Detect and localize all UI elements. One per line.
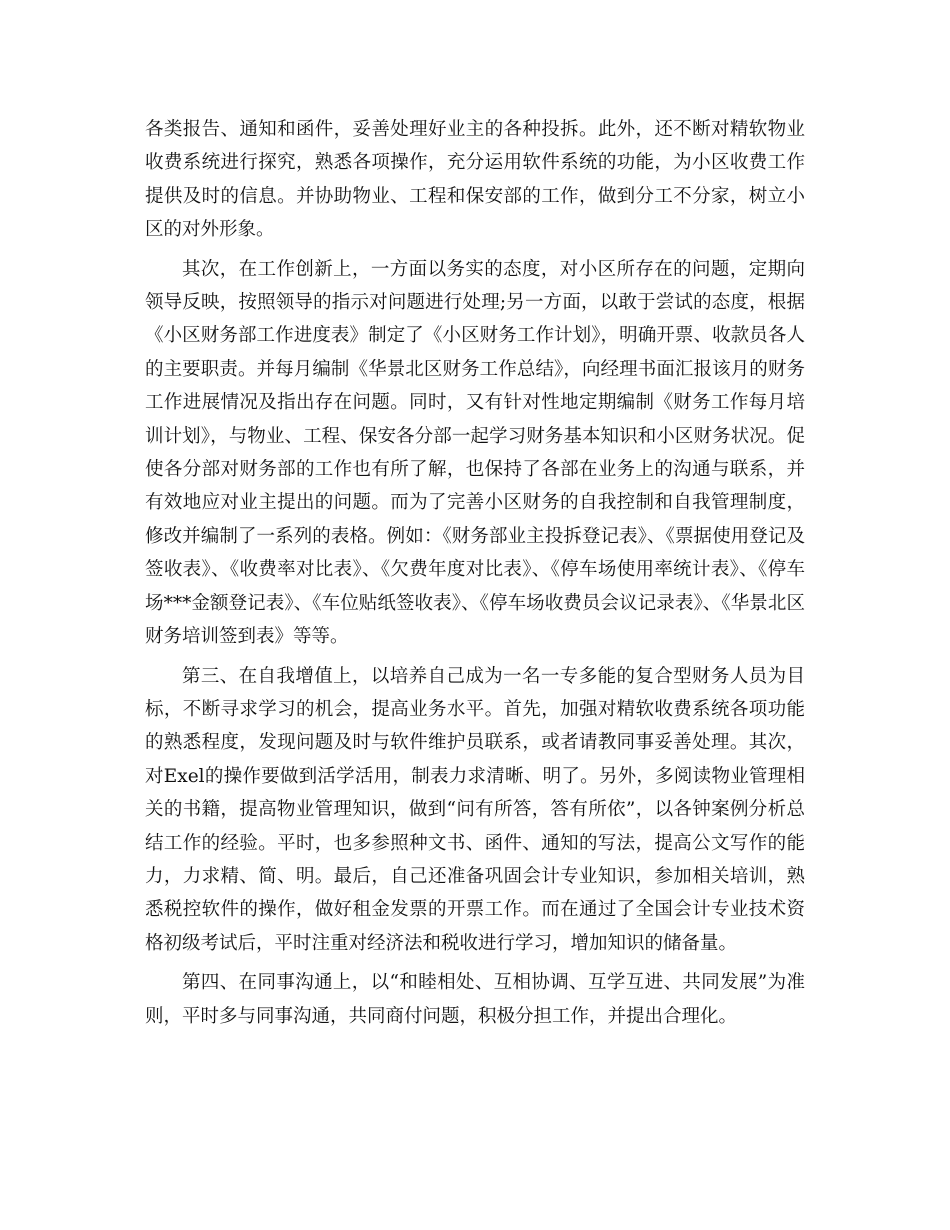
paragraph-continuation: 各类报告、通知和函件，妥善处理好业主的各种投拆。此外，还不断对精软物业收费系统进行探究，熟悉各项操作，充分运用软件系统的功能，为小区收费工作提供及时的信息。并协助物业、工程和保安部的工作，做到分工不分家，树立小区的对外形象。: [145, 119, 805, 241]
document-body: [145, 113, 805, 1039]
paragraph-colleague-communication: 第四、在同事沟通上，以“和睦相处、互相协调、互学互进、共同发展”为准则，平时多与同事沟通，共同商付问题，积极分担工作，并提出合理化。: [145, 972, 805, 1027]
paragraph-work-innovation: 其次，在工作创新上，一方面以务实的态度，对小区所存在的问题，定期向领导反映，按照领导的指示对问题进行处理;另一方面，以敢于尝试的态度，根据《小区财务部工作进度表》制定了《小区财务工作计划》，明确开票、收款员各人的主要职责。并每月编制《华景北区财务工作总结》，向经理书面汇报该月的财务工作进展情况及指出存在问题。同时，又有针对性地定期编制《财务工作每月培训计划》，与物业、工程、保安各分部一起学习财务基本知识和小区财务状况。促使各分部对财务部的工作也有所了解，也保持了各部在业务上的沟通与联系，并有效地应对业主提出的问题。而为了完善小区财务的自我控制和自我管理制度，修改并编制了一系列的表格。例如：《财务部业主投拆登记表》、《票据使用登记及签收表》、《收费率对比表》、《欠费年度对比表》、《停车场使用率统计表》、《停车场***金额登记表》、《车位贴纸签收表》、《停车场收费员会议记录表》、《华景北区财务培训签到表》等等。: [145, 258, 805, 648]
paragraph-self-improvement: 第三、在自我增值上，以培养自己成为一名一专多能的复合型财务人员为目标，不断寻求学习的机会，提高业务水平。首先，加强对精软收费系统各项功能的熟悉程度，发现问题及时与软件维护员联系，或者请教同事妥善处理。其次，对Exel的操作要做到活学活用，制表力求清晰、明了。另外，多阅读物业管理相关的书籍，提高物业管理知识，做到“问有所答，答有所依”，以各钟案例分析总结工作的经验。平时，也多参照种文书、函件、通知的写法，提高公文写作的能力，力求精、简、明。最后，自己还准备巩固会计专业知识，参加相关培训，熟悉税控软件的操作，做好租金发票的开票工作。而在通过了全国会计专业技术资格初级考试后，平时注重对经济法和税收进行学习，增加知识的储备量。: [145, 665, 805, 954]
